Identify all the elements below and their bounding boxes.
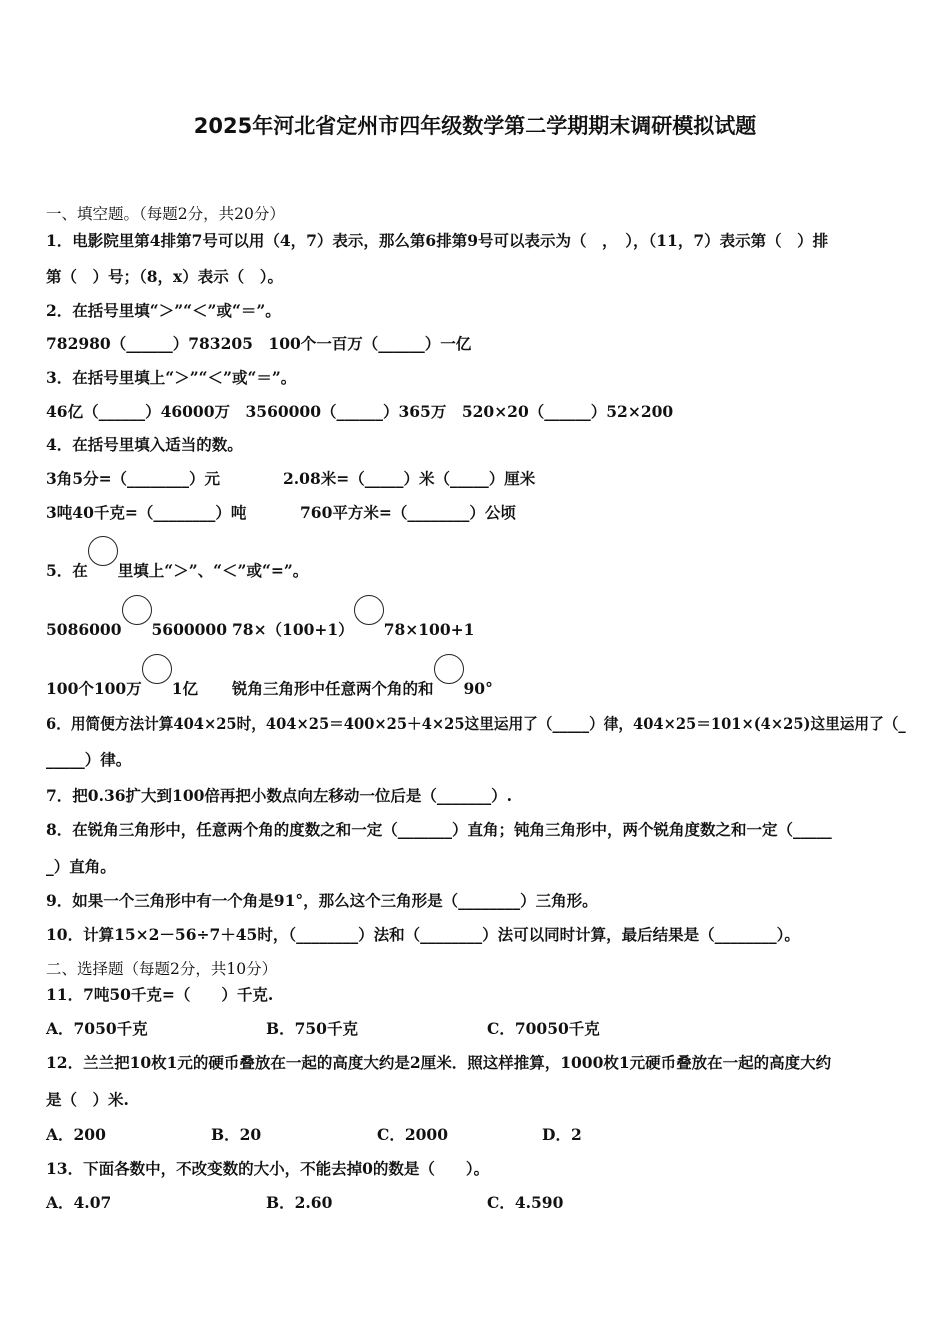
question-12-option-a[interactable]: A．200 — [46, 1125, 106, 1144]
question-3-stem: 3．在括号里填上“＞”“＜”或“＝”。 — [46, 368, 297, 387]
q5-r2a-left: 100个100万 — [46, 679, 142, 698]
comparison-circle-icon — [142, 654, 172, 684]
q5-r1a-right: 5600000 — [151, 620, 227, 639]
question-6-line-2: _____）律。 — [46, 750, 132, 769]
question-12-line-2: 是（ ）米. — [46, 1090, 129, 1109]
question-5-row-2-a — [46, 654, 198, 699]
question-11-option-c[interactable]: C．70050千克 — [487, 1019, 600, 1038]
question-4-stem: 4．在括号里填入适当的数。 — [46, 435, 243, 454]
question-6-line-1: 6．用简便方法计算404×25时，404×25＝400×25＋4×25这里运用了（_____）律，404×25＝101×(4×25)这里运用了（_ — [46, 714, 906, 733]
question-3-line: 46亿（______）46000万 3560000（______）365万 520×20（______）52×200 — [46, 402, 674, 421]
q5-r1a-left: 5086000 — [46, 620, 122, 639]
q5-r1b-right: 78×100+1 — [383, 620, 475, 639]
comparison-circle-icon — [354, 595, 384, 625]
question-1-line-1: 1．电影院里第4排第7号可以用（4，7）表示，那么第6排第9号可以表示为（ ， ），（11，7）表示第（ ）排 — [46, 231, 829, 250]
question-12-option-b[interactable]: B．20 — [211, 1125, 262, 1144]
section-heading-fill-blank: 一、填空题。（每题2分，共20分） — [46, 205, 285, 223]
question-10-line: 10．计算15×2－56÷7＋45时，（________）法和（________）法可以同时计算，最后结果是（________）。 — [46, 925, 800, 944]
section-heading-choice: 二、选择题（每题2分，共10分） — [46, 960, 278, 978]
question-5-row-2-b — [232, 654, 493, 699]
question-5-row-1-a — [46, 595, 227, 639]
question-11-stem: 11．7吨50千克=（ ）千克. — [46, 985, 274, 1004]
q5-r2b-left: 锐角三角形中任意两个角的和 — [232, 679, 434, 698]
question-8-line-1: 8．在锐角三角形中，任意两个角的度数之和一定（_______）直角；钝角三角形中，两个锐角度数之和一定（_____ — [46, 820, 832, 839]
q5-r1b-left: 78×（100+1） — [232, 620, 354, 639]
question-5-row-1-b — [232, 595, 474, 640]
question-2-line: 782980（______）783205 100个一百万（______）一亿 — [46, 334, 472, 353]
q5-r2b-right: 90° — [463, 679, 493, 698]
question-4-item-d: 760平方米=（________）公顷 — [300, 503, 516, 522]
question-8-line-2: _）直角。 — [46, 857, 116, 876]
q5-r2a-right: 1亿 — [171, 679, 199, 698]
question-5-stem-pre: 5．在 — [46, 561, 88, 580]
question-12-option-c[interactable]: C．2000 — [377, 1125, 448, 1144]
question-1-line-2: 第（ ）号；（8，x）表示（ ）。 — [46, 267, 284, 286]
comparison-circle-icon — [88, 536, 118, 566]
comparison-circle-icon — [434, 654, 464, 684]
question-13-stem: 13．下面各数中，不改变数的大小，不能去掉0的数是（ ）。 — [46, 1159, 490, 1178]
question-12-option-d[interactable]: D．2 — [542, 1125, 582, 1144]
question-7-line: 7．把0.36扩大到100倍再把小数点向左移动一位后是（_______）. — [46, 786, 513, 805]
question-5-stem-post: 里填上“＞”、“＜”或“=”。 — [117, 561, 309, 580]
question-4-item-a: 3角5分=（________）元 — [46, 469, 221, 488]
question-13-option-c[interactable]: C．4.590 — [487, 1193, 564, 1212]
question-2-stem: 2．在括号里填“＞”“＜”或“＝”。 — [46, 301, 281, 320]
question-13-option-b[interactable]: B．2.60 — [266, 1193, 333, 1212]
question-13-option-a[interactable]: A．4.07 — [46, 1193, 112, 1212]
comparison-circle-icon — [122, 595, 152, 625]
page-title: 2025年河北省定州市四年级数学第二学期期末调研模拟试题 — [193, 114, 757, 138]
question-11-option-a[interactable]: A．7050千克 — [46, 1019, 148, 1038]
question-4-item-c: 3吨40千克=（________）吨 — [46, 503, 247, 522]
question-4-item-b: 2.08米=（_____）米（_____）厘米 — [283, 469, 536, 488]
question-11-option-b[interactable]: B．750千克 — [266, 1019, 358, 1038]
question-9-line: 9．如果一个三角形中有一个角是91°，那么这个三角形是（________）三角形。 — [46, 891, 598, 910]
question-5-stem — [46, 536, 308, 581]
question-12-line-1: 12．兰兰把10枚1元的硬币叠放在一起的高度大约是2厘米．照这样推算，1000枚1元硬币叠放在一起的高度大约 — [46, 1053, 832, 1072]
